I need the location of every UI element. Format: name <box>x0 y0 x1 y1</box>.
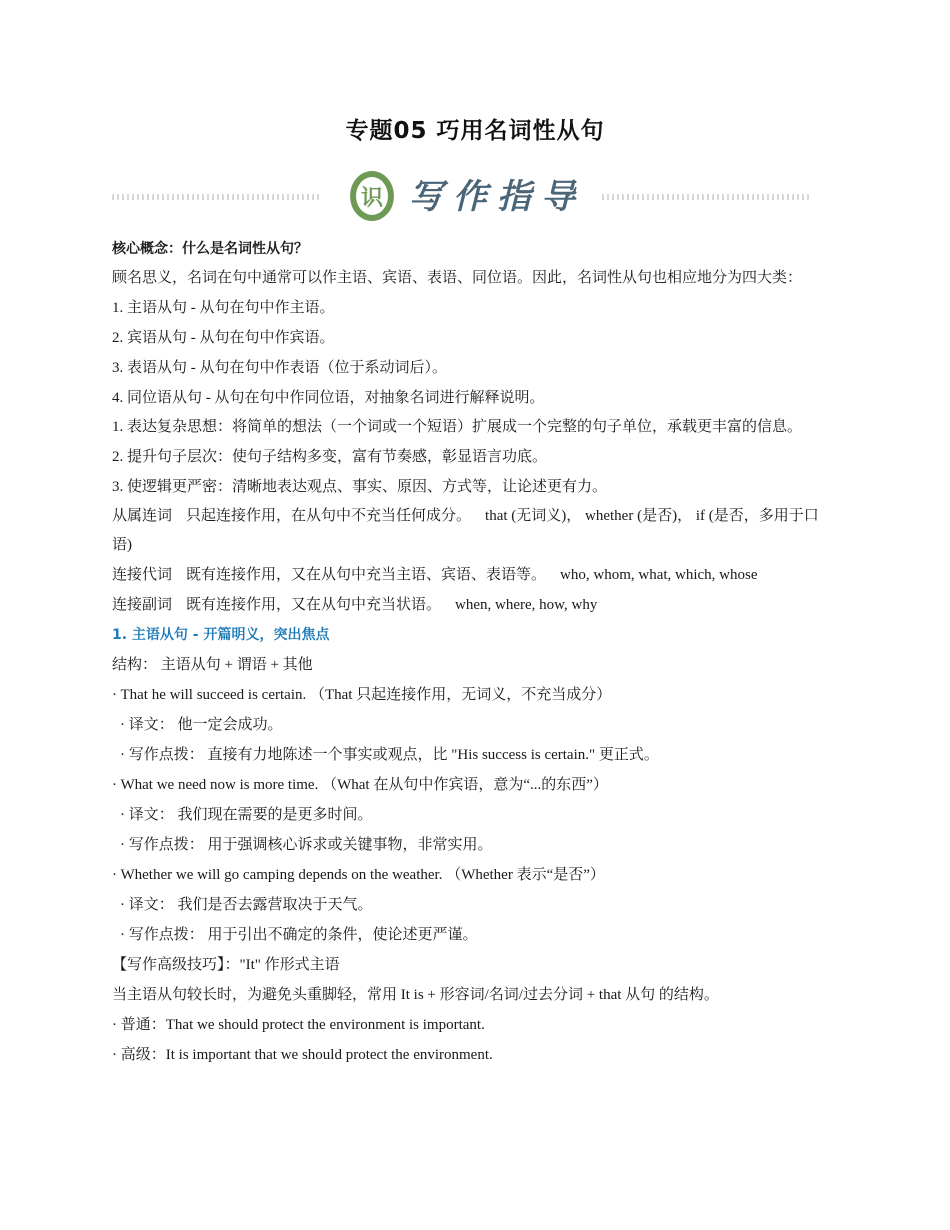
example-translation: · 译文： 他一定会成功。 <box>120 717 283 733</box>
advanced-desc: 当主语从句较长时，为避免头重脚轻，常用 It is + 形容词/名词/过去分词 + that 从句 的结构。 <box>112 987 719 1003</box>
normal-example: · 普通：That we should protect the environment is important. <box>112 1017 485 1033</box>
decorative-stripe-right <box>602 193 812 201</box>
section-banner <box>112 163 812 227</box>
example-translation: · 译文： 我们是否去露营取决于天气。 <box>120 897 373 913</box>
connector-row <box>112 502 832 560</box>
banner-title: 写作指导 <box>409 177 585 217</box>
type-item: 3. 表语从句 - 从句在句中作表语（位于系动词后）。 <box>112 360 447 376</box>
core-intro: 顾名思义，名词在句中通常可以作主语、宾语、表语、同位语。因此，名词性从句也相应地分为四大类： <box>112 270 803 286</box>
example-tip: · 写作点拨： 直接有力地陈述一个事实或观点，比 "His success is certain." 更正式。 <box>120 747 659 763</box>
example-sentence: · Whether we will go camping depends on the weather. （Whether 表示“是否”） <box>112 867 605 883</box>
benefit-item: 2. 提升句子层次：使句子结构多变，富有节奏感，彰显语言功底。 <box>112 449 548 465</box>
example-sentence: · That he will succeed is certain. （That 只起连接作用，无词义，不充当成分） <box>112 687 612 703</box>
leaf-badge-icon <box>347 166 397 222</box>
connector-desc: 既有连接作用，又在从句中充当主语、宾语、表语等。 <box>186 567 547 583</box>
svg-text:识: 识 <box>360 185 384 211</box>
type-item: 1. 主语从句 - 从句在句中作主语。 <box>112 300 335 316</box>
section-heading: 1. 主语从句 - 开篇明义，突出焦点 <box>112 627 330 643</box>
connector-name: 连接代词 <box>112 567 173 583</box>
document-body <box>112 234 832 1070</box>
example-tip: · 写作点拨： 用于强调核心诉求或关键事物，非常实用。 <box>120 837 493 853</box>
connector-name: 从属连词 <box>112 508 173 524</box>
structure-line: 结构： 主语从句 + 谓语 + 其他 <box>112 657 313 673</box>
advanced-example: · 高级：It is important that we should protect the environment. <box>112 1047 493 1063</box>
connector-name: 连接副词 <box>112 597 173 613</box>
decorative-stripe-left <box>112 193 322 201</box>
type-item: 2. 宾语从句 - 从句在句中作宾语。 <box>112 330 335 346</box>
benefit-item: 1. 表达复杂思想：将简单的想法（一个词或一个短语）扩展成一个完整的句子单位，承载更丰富的信息。 <box>112 419 803 435</box>
type-item: 4. 同位语从句 - 从句在句中作同位语，对抽象名词进行解释说明。 <box>112 390 545 406</box>
example-tip: · 写作点拨： 用于引出不确定的条件，使论述更严谨。 <box>120 927 478 943</box>
connector-row <box>112 560 832 590</box>
core-heading: 核心概念：什么是名词性从句？ <box>112 241 308 257</box>
benefit-item: 3. 使逻辑更严密：清晰地表达观点、事实、原因、方式等，让论述更有力。 <box>112 479 608 495</box>
connector-words: when, where, how, why <box>455 597 598 613</box>
connector-words: that (无词义)， whether (是否)， if (是否，多用于口语) <box>112 508 819 553</box>
connector-desc: 只起连接作用，在从句中不充当任何成分。 <box>186 508 472 524</box>
page-title: 专题05 巧用名词性从句 <box>345 118 605 144</box>
example-sentence: · What we need now is more time. （What 在从句中作宾语，意为“...的东西”） <box>112 777 608 793</box>
advanced-title: 【写作高级技巧】："It" 作形式主语 <box>112 957 340 973</box>
connector-words: who, whom, what, which, whose <box>560 567 758 583</box>
connector-desc: 既有连接作用，又在从句中充当状语。 <box>186 597 442 613</box>
example-translation: · 译文： 我们现在需要的是更多时间。 <box>120 807 373 823</box>
connector-row <box>112 590 832 620</box>
